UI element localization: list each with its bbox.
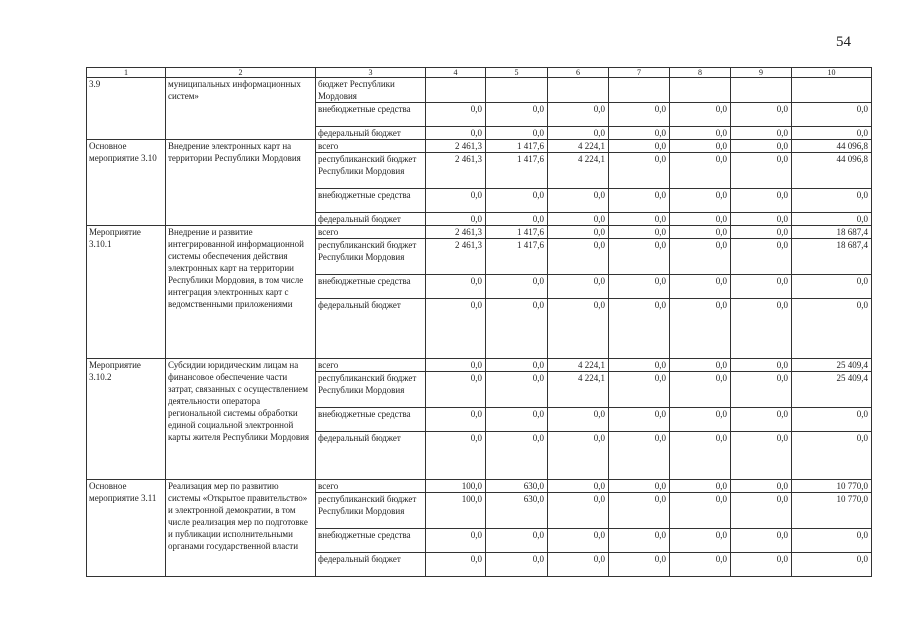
amount-cell: 0,0: [792, 127, 872, 140]
amount-cell: 0,0: [670, 213, 731, 226]
activity-name: Субсидии юридическим лицам на финансовое обеспечение части затрат, связанных с осуществлением деятельности оператора региональной системы обработки единой социальной электронной карты жителя Республики Мордовия: [166, 359, 316, 480]
column-header: 6: [548, 68, 609, 78]
amount-cell: 0,0: [670, 480, 731, 493]
amount-cell: 0,0: [731, 359, 792, 372]
amount-cell: 0,0: [731, 153, 792, 189]
amount-cell: 0,0: [609, 359, 670, 372]
amount-cell: 0,0: [670, 140, 731, 153]
amount-cell: 0,0: [548, 127, 609, 140]
funding-source: республиканский бюджет Республики Мордовия: [316, 493, 426, 529]
amount-cell: 0,0: [792, 189, 872, 213]
amount-cell: [548, 78, 609, 103]
amount-cell: 0,0: [792, 103, 872, 127]
funding-source: всего: [316, 359, 426, 372]
column-header: 10: [792, 68, 872, 78]
amount-cell: 0,0: [670, 529, 731, 553]
activity-name: Внедрение и развитие интегрированной информационной системы обеспечения действия электронных карт на территории Республики Мордовия, в том числе интеграция электронных карт с ведомственными приложениями: [166, 226, 316, 359]
amount-cell: 0,0: [426, 529, 486, 553]
amount-cell: 0,0: [486, 372, 548, 408]
funding-source: федеральный бюджет: [316, 553, 426, 577]
amount-cell: 0,0: [792, 408, 872, 432]
amount-cell: 2 461,3: [426, 239, 486, 275]
amount-cell: 0,0: [731, 529, 792, 553]
funding-source: внебюджетные средства: [316, 408, 426, 432]
table-row: [87, 226, 872, 239]
amount-cell: 100,0: [426, 480, 486, 493]
amount-cell: 2 461,3: [426, 226, 486, 239]
amount-cell: 0,0: [548, 529, 609, 553]
amount-cell: 0,0: [486, 408, 548, 432]
amount-cell: 0,0: [670, 127, 731, 140]
header-row: [87, 68, 872, 78]
amount-cell: 0,0: [731, 299, 792, 359]
funding-source: федеральный бюджет: [316, 127, 426, 140]
amount-cell: 0,0: [731, 480, 792, 493]
amount-cell: 0,0: [426, 213, 486, 226]
amount-cell: 0,0: [486, 127, 548, 140]
amount-cell: 0,0: [548, 553, 609, 577]
amount-cell: 630,0: [486, 480, 548, 493]
amount-cell: [670, 78, 731, 103]
amount-cell: 4 224,1: [548, 372, 609, 408]
amount-cell: 0,0: [609, 553, 670, 577]
amount-cell: 0,0: [670, 299, 731, 359]
amount-cell: 0,0: [731, 127, 792, 140]
amount-cell: 0,0: [609, 189, 670, 213]
amount-cell: 0,0: [609, 103, 670, 127]
activity-code: Мероприятие 3.10.1: [87, 226, 166, 359]
amount-cell: 0,0: [609, 213, 670, 226]
amount-cell: 2 461,3: [426, 140, 486, 153]
table-row: [87, 480, 872, 493]
amount-cell: 0,0: [731, 408, 792, 432]
funding-source: всего: [316, 480, 426, 493]
funding-source: внебюджетные средства: [316, 529, 426, 553]
amount-cell: 0,0: [548, 213, 609, 226]
amount-cell: 0,0: [486, 213, 548, 226]
amount-cell: 0,0: [609, 408, 670, 432]
amount-cell: 0,0: [426, 553, 486, 577]
amount-cell: 0,0: [486, 553, 548, 577]
amount-cell: 0,0: [426, 127, 486, 140]
amount-cell: 0,0: [609, 493, 670, 529]
amount-cell: 4 224,1: [548, 153, 609, 189]
amount-cell: 0,0: [792, 529, 872, 553]
amount-cell: 0,0: [670, 239, 731, 275]
amount-cell: 18 687,4: [792, 226, 872, 239]
amount-cell: 0,0: [548, 299, 609, 359]
amount-cell: 0,0: [670, 103, 731, 127]
amount-cell: 44 096,8: [792, 140, 872, 153]
amount-cell: 0,0: [670, 493, 731, 529]
amount-cell: [426, 78, 486, 103]
column-header: 4: [426, 68, 486, 78]
column-header: 3: [316, 68, 426, 78]
amount-cell: 1 417,6: [486, 153, 548, 189]
amount-cell: 0,0: [548, 103, 609, 127]
amount-cell: 0,0: [486, 529, 548, 553]
activity-code: Мероприятие 3.10.2: [87, 359, 166, 480]
amount-cell: [792, 78, 872, 103]
amount-cell: 0,0: [731, 213, 792, 226]
column-header: 7: [609, 68, 670, 78]
amount-cell: 0,0: [792, 213, 872, 226]
amount-cell: 0,0: [731, 493, 792, 529]
amount-cell: 630,0: [486, 493, 548, 529]
amount-cell: 0,0: [609, 127, 670, 140]
amount-cell: 0,0: [792, 299, 872, 359]
amount-cell: 10 770,0: [792, 480, 872, 493]
amount-cell: 0,0: [609, 239, 670, 275]
amount-cell: 0,0: [426, 189, 486, 213]
column-header: 2: [166, 68, 316, 78]
amount-cell: 0,0: [670, 226, 731, 239]
amount-cell: 0,0: [609, 529, 670, 553]
amount-cell: 0,0: [548, 480, 609, 493]
amount-cell: 0,0: [670, 189, 731, 213]
amount-cell: 0,0: [548, 239, 609, 275]
amount-cell: 0,0: [792, 275, 872, 299]
funding-source: федеральный бюджет: [316, 213, 426, 226]
amount-cell: 0,0: [670, 153, 731, 189]
amount-cell: 0,0: [426, 359, 486, 372]
amount-cell: 0,0: [486, 299, 548, 359]
amount-cell: 0,0: [731, 553, 792, 577]
amount-cell: [486, 78, 548, 103]
amount-cell: 4 224,1: [548, 140, 609, 153]
column-header: 9: [731, 68, 792, 78]
amount-cell: 0,0: [548, 189, 609, 213]
amount-cell: 0,0: [731, 239, 792, 275]
amount-cell: 0,0: [609, 226, 670, 239]
activity-code: 3.9: [87, 78, 166, 140]
table-row: [87, 359, 872, 372]
amount-cell: 0,0: [670, 432, 731, 480]
amount-cell: 0,0: [670, 275, 731, 299]
table-row: [87, 78, 872, 103]
amount-cell: 1 417,6: [486, 140, 548, 153]
amount-cell: 25 409,4: [792, 359, 872, 372]
funding-source: внебюджетные средства: [316, 189, 426, 213]
amount-cell: 0,0: [426, 103, 486, 127]
amount-cell: 4 224,1: [548, 359, 609, 372]
funding-source: всего: [316, 140, 426, 153]
amount-cell: 0,0: [426, 299, 486, 359]
amount-cell: 0,0: [609, 140, 670, 153]
page-number: 54: [836, 34, 851, 50]
amount-cell: 0,0: [486, 103, 548, 127]
amount-cell: 0,0: [426, 275, 486, 299]
amount-cell: 0,0: [731, 189, 792, 213]
funding-source: федеральный бюджет: [316, 299, 426, 359]
amount-cell: [731, 78, 792, 103]
table-body: [87, 68, 872, 577]
funding-source: всего: [316, 226, 426, 239]
amount-cell: 10 770,0: [792, 493, 872, 529]
amount-cell: 0,0: [486, 432, 548, 480]
amount-cell: 0,0: [486, 359, 548, 372]
amount-cell: 0,0: [792, 432, 872, 480]
amount-cell: 0,0: [548, 226, 609, 239]
column-header: 5: [486, 68, 548, 78]
funding-source: внебюджетные средства: [316, 103, 426, 127]
activity-name: муниципальных информационных систем»: [166, 78, 316, 140]
amount-cell: 0,0: [731, 103, 792, 127]
amount-cell: 0,0: [670, 359, 731, 372]
funding-source: федеральный бюджет: [316, 432, 426, 480]
amount-cell: 0,0: [731, 275, 792, 299]
column-header: 8: [670, 68, 731, 78]
amount-cell: 0,0: [548, 408, 609, 432]
amount-cell: 0,0: [731, 226, 792, 239]
activity-code: Основное мероприятие 3.10: [87, 140, 166, 226]
amount-cell: 0,0: [609, 275, 670, 299]
amount-cell: 100,0: [426, 493, 486, 529]
amount-cell: 0,0: [548, 493, 609, 529]
funding-source: республиканский бюджет Республики Мордовия: [316, 153, 426, 189]
amount-cell: 44 096,8: [792, 153, 872, 189]
amount-cell: [609, 78, 670, 103]
amount-cell: 0,0: [426, 372, 486, 408]
amount-cell: 18 687,4: [792, 239, 872, 275]
amount-cell: 0,0: [670, 408, 731, 432]
amount-cell: 0,0: [426, 408, 486, 432]
amount-cell: 0,0: [731, 372, 792, 408]
table-row: [87, 140, 872, 153]
budget-table: [86, 67, 872, 577]
amount-cell: 0,0: [486, 275, 548, 299]
amount-cell: 0,0: [609, 153, 670, 189]
amount-cell: 1 417,6: [486, 226, 548, 239]
amount-cell: 0,0: [670, 372, 731, 408]
amount-cell: 0,0: [426, 432, 486, 480]
amount-cell: 0,0: [670, 553, 731, 577]
activity-code: Основное мероприятие 3.11: [87, 480, 166, 577]
amount-cell: 0,0: [731, 432, 792, 480]
amount-cell: 0,0: [609, 299, 670, 359]
activity-name: Внедрение электронных карт на территории Республики Мордовия: [166, 140, 316, 226]
amount-cell: 0,0: [548, 275, 609, 299]
amount-cell: 1 417,6: [486, 239, 548, 275]
amount-cell: 0,0: [731, 140, 792, 153]
amount-cell: 0,0: [792, 553, 872, 577]
funding-source: бюджет Республики Мордовия: [316, 78, 426, 103]
amount-cell: 0,0: [609, 372, 670, 408]
amount-cell: 0,0: [609, 432, 670, 480]
funding-source: республиканский бюджет Республики Мордовия: [316, 372, 426, 408]
amount-cell: 0,0: [548, 432, 609, 480]
amount-cell: 0,0: [609, 480, 670, 493]
activity-name: Реализация мер по развитию системы «Открытое правительство» и электронной демократии, в том числе реализация мер по подготовке и публикации исполнительными органами государственной власти: [166, 480, 316, 577]
column-header: 1: [87, 68, 166, 78]
amount-cell: 2 461,3: [426, 153, 486, 189]
amount-cell: 0,0: [486, 189, 548, 213]
amount-cell: 25 409,4: [792, 372, 872, 408]
funding-source: внебюджетные средства: [316, 275, 426, 299]
funding-source: республиканский бюджет Республики Мордовия: [316, 239, 426, 275]
